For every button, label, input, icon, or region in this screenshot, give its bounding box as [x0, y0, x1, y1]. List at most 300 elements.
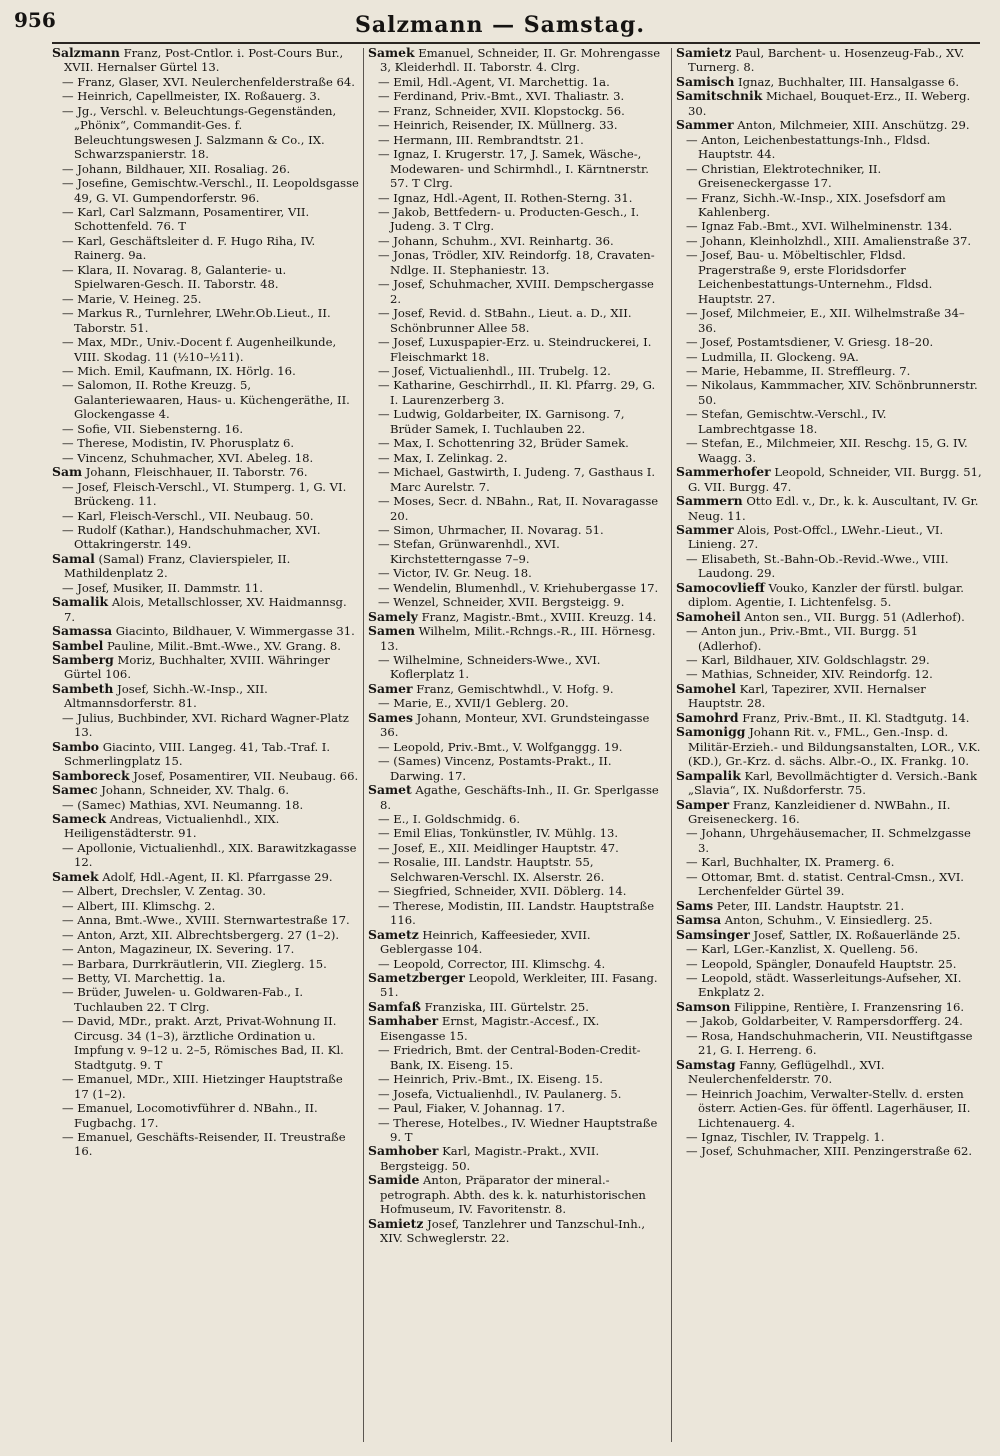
entry-text: — Karl, Geschäftsleiter d. F. Hugo Riha, IV. Rainerg. 9a.	[62, 233, 316, 263]
entry-text: Josef, Sattler, IX. Roßauerlände 25.	[753, 927, 961, 942]
directory-entry	[368, 1144, 666, 1173]
entry-surname: Samocovlieff	[676, 579, 765, 595]
directory-entry	[52, 465, 360, 479]
entry-text: — Marie, V. Heineg. 25.	[62, 291, 202, 306]
directory-entry	[676, 581, 982, 610]
entry-surname: Samstag	[676, 1056, 736, 1072]
directory-entry	[52, 711, 360, 740]
directory-entry	[676, 711, 982, 725]
entry-text: Johann Rit. v., FML., Gen.-Insp. d. Militär-Erzieh.- und Bildungsanstalten, LOR., V.K. (KD.), Gr.-Krz. d. sächs. Albr.-O., IX. Frankg. 10.	[688, 725, 981, 769]
directory-entry	[52, 176, 360, 205]
entry-surname: Samoheil	[676, 608, 741, 624]
entry-text: — Josefa, Victualienhdl., IV. Paulanerg. 5.	[378, 1086, 622, 1101]
directory-entry	[676, 855, 982, 869]
entry-text: — Albert, Drechsler, V. Zentag. 30.	[62, 884, 266, 899]
page-title: Salzmann — Samstag.	[354, 12, 646, 38]
entry-surname: Samal	[52, 550, 95, 566]
entry-text: — Josef, Revid. d. StBahn., Lieut. a. D., XII. Schönbrunner Allee 58.	[378, 306, 632, 335]
directory-entry	[368, 957, 666, 971]
directory-entry	[676, 89, 982, 118]
directory-entry	[676, 133, 982, 162]
directory-entry	[676, 378, 982, 407]
directory-entry	[368, 928, 666, 957]
directory-entry	[368, 277, 666, 306]
directory-entry	[52, 422, 360, 436]
column-2	[368, 46, 666, 1446]
directory-entry	[52, 75, 360, 89]
directory-entry	[676, 1087, 982, 1130]
entry-text: — Markus R., Turnlehrer, LWehr.Ob.Lieut., II. Taborstr. 51.	[62, 306, 331, 335]
entry-text: Johann, Fleischhauer, II. Taborstr. 76.	[85, 465, 308, 480]
entry-text: — Anton, Magazineur, IX. Severing. 17.	[62, 942, 295, 957]
directory-entry	[52, 870, 360, 884]
entry-text: Johann, Schneider, XV. Thalg. 6.	[101, 783, 290, 798]
entry-surname: Sambo	[52, 738, 100, 754]
entry-text: Franz, Kanzleidiener d. NWBahn., II. Greiseneckerg. 16.	[688, 797, 951, 827]
directory-entry	[52, 292, 360, 306]
entry-text: — Josef, Fleisch-Verschl., VI. Stumperg. 1, G. VI. Brückeng. 11.	[62, 479, 347, 509]
entry-text: — Jonas, Trödler, XIV. Reindorfg. 18, Cravaten-Ndlge. II. Stephaniestr. 13.	[378, 248, 655, 277]
directory-entry	[368, 436, 666, 450]
entry-text: — Michael, Gastwirth, I. Judeng. 7, Gasthaus I. Marc Aurelstr. 7.	[378, 465, 656, 494]
directory-entry	[368, 841, 666, 855]
entry-surname: Samfaß	[368, 998, 421, 1014]
directory-entry	[52, 1072, 360, 1101]
entry-text: Filippine, Rentière, I. Franzensring 16.	[734, 999, 965, 1014]
entry-text: Anton, Präparator der mineral.-petrograph. Abth. des k. k. naturhistorischen Hofmuseum, IV. Favoritenstr. 8.	[380, 1173, 646, 1217]
directory-entry	[368, 1043, 666, 1072]
entry-text: Johann, Monteur, XVI. Grundsteingasse 36.	[380, 710, 650, 740]
entry-text: — Heinrich, Priv.-Bmt., IX. Eiseng. 15.	[378, 1072, 603, 1087]
entry-text: Emanuel, Schneider, II. Gr. Mohrengasse 3, Kleiderhdl. II. Taborstr. 4. Clrg.	[380, 46, 661, 75]
directory-entry	[368, 812, 666, 826]
directory-entry	[368, 1014, 666, 1043]
entry-surname: Samer	[368, 680, 413, 696]
directory-entry	[676, 494, 982, 523]
directory-entry	[676, 682, 982, 711]
directory-entry	[368, 523, 666, 537]
entry-text: — Stefan, Grünwarenhdl., XVI. Kirchstetterngasse 7–9.	[378, 537, 560, 566]
directory-entry	[368, 783, 666, 812]
entry-surname: Sampalik	[676, 767, 741, 783]
directory-entry	[52, 841, 360, 870]
entry-text: — Wendelin, Blumenhdl., V. Kriehubergasse 17.	[378, 580, 659, 595]
directory-entry	[52, 783, 360, 797]
entry-text: — Josef, Schuhmacher, XVIII. Dempschergasse 2.	[378, 277, 654, 306]
entry-text: — Vincenz, Schuhmacher, XVI. Abeleg. 18.	[62, 450, 314, 465]
directory-entry	[368, 537, 666, 566]
entry-text: — Leopold, städt. Wasserleitungs-Aufseher, XI. Enkplatz 2.	[686, 971, 962, 1000]
directory-entry	[52, 451, 360, 465]
directory-entry	[52, 899, 360, 913]
entry-text: — Franz, Glaser, XVI. Neulerchenfelderstraße 64.	[62, 74, 355, 89]
directory-entry	[676, 899, 982, 913]
directory-entry	[368, 191, 666, 205]
directory-entry	[368, 610, 666, 624]
entry-text: Vouko, Kanzler der fürstl. bulgar. diplom. Agentie, I. Lichtenfelsg. 5.	[688, 580, 964, 610]
entry-text: Leopold, Werkleiter, III. Fasang. 51.	[380, 971, 658, 1000]
entry-text: — Julius, Buchbinder, XVI. Richard Wagner-Platz 13.	[62, 710, 349, 740]
entry-text: Karl, Bevollmächtigter d. Versich.-Bank „Slavia“, IX. Nußdorferstr. 75.	[688, 768, 978, 798]
entry-text: — Max, I. Zelinkag. 2.	[378, 450, 508, 465]
directory-entry	[52, 480, 360, 509]
directory-entry	[676, 306, 982, 335]
directory-entry	[52, 378, 360, 421]
column-divider	[671, 48, 672, 1442]
directory-entry	[368, 653, 666, 682]
entry-surname: Salzmann	[52, 46, 120, 60]
directory-entry	[368, 378, 666, 407]
directory-entry	[368, 1116, 666, 1145]
entry-surname: Samohrd	[676, 709, 739, 725]
directory-entry	[368, 740, 666, 754]
directory-entry	[368, 248, 666, 277]
page-number: 956	[14, 8, 56, 32]
entry-text: — Josef, Bau- u. Möbeltischler, Fldsd. Pragerstraße 9, erste Floridsdorfer Leichenbestattungs-Unternehm., Fldsd. Hauptstr. 27.	[686, 248, 933, 306]
entry-text: Adolf, Hdl.-Agent, II. Kl. Pfarrgasse 29.	[102, 869, 333, 884]
column-divider	[363, 48, 364, 1442]
entry-text: Josef, Sichh.-W.-Insp., XII. Altmannsdorferstr. 81.	[64, 681, 268, 711]
entry-text: — Leopold, Spängler, Donaufeld Hauptstr. 25.	[686, 956, 957, 971]
directory-entry	[676, 118, 982, 132]
entry-text: Josef, Posamentirer, VII. Neubaug. 66.	[133, 768, 359, 783]
entry-text: (Samal) Franz, Clavierspieler, II. Mathildenplatz 2.	[64, 551, 291, 581]
directory-entry	[52, 740, 360, 769]
entry-text: Otto Edl. v., Dr., k. k. Auscultant, IV. Gr. Neug. 11.	[688, 494, 979, 523]
entry-text: — Emanuel, MDr., XIII. Hietzinger Hauptstraße 17 (1–2).	[62, 1072, 343, 1101]
entry-surname: Sammerhofer	[676, 464, 771, 480]
directory-entry	[52, 46, 360, 75]
entry-text: Alois, Metallschlosser, XV. Haidmannsg. 7.	[64, 595, 347, 624]
entry-text: — Ferdinand, Priv.-Bmt., XVI. Thaliastr. 3.	[378, 89, 625, 104]
entry-text: — Hermann, III. Rembrandtstr. 21.	[378, 132, 584, 147]
entry-surname: Samide	[368, 1172, 420, 1188]
entry-surname: Sames	[368, 709, 413, 725]
directory-entry	[368, 1217, 666, 1246]
directory-entry	[52, 971, 360, 985]
directory-entry	[52, 1130, 360, 1159]
directory-entry	[368, 899, 666, 928]
directory-entry	[52, 335, 360, 364]
entry-text: — Stefan, E., Milchmeier, XII. Reschg. 15, G. IV. Waagg. 3.	[686, 436, 968, 465]
entry-text: — Sofie, VII. Siebensterng. 16.	[62, 421, 244, 436]
entry-text: — Josefine, Gemischtw.-Verschl., II. Leopoldsgasse 49, G. VI. Gumpendorferstr. 96.	[62, 176, 359, 205]
directory-entry	[368, 971, 666, 1000]
directory-entry	[676, 75, 982, 89]
entry-surname: Samonigg	[676, 724, 746, 740]
header-rule	[52, 42, 980, 44]
entry-text: Paul, Barchent- u. Hosenzeug-Fab., XV. Turnerg. 8.	[688, 46, 965, 75]
directory-entry	[368, 884, 666, 898]
entry-text: — Josef, Schuhmacher, XIII. Penzingerstraße 62.	[686, 1144, 973, 1159]
directory-entry	[52, 162, 360, 176]
entry-text: — Ignaz, Tischler, IV. Trappelg. 1.	[686, 1129, 885, 1144]
entry-surname: Sammer	[676, 117, 734, 133]
entry-text: Alois, Post-Offcl., LWehr.-Lieut., VI. Linieng. 27.	[688, 522, 944, 552]
directory-entry	[52, 653, 360, 682]
entry-surname: Samietz	[676, 46, 732, 60]
entry-text: — Max, I. Schottenring 32, Brüder Samek.	[378, 436, 629, 451]
entry-text: — Therese, Modistin, IV. Phorusplatz 6.	[62, 436, 295, 451]
directory-entry	[52, 985, 360, 1014]
directory-entry	[676, 624, 982, 653]
directory-entry	[52, 89, 360, 103]
entry-text: Wilhelm, Milit.-Rchngs.-R., III. Hörnesg. 13.	[380, 624, 656, 653]
entry-text: — Klara, II. Novarag. 8, Galanterie- u. Spielwaren-Gesch. II. Taborstr. 48.	[62, 262, 287, 292]
entry-text: — Betty, VI. Marchettig. 1a.	[62, 971, 226, 985]
directory-entry	[368, 1000, 666, 1014]
directory-entry	[368, 75, 666, 89]
entry-text: — (Samec) Mathias, XVI. Neumanng. 18.	[62, 797, 304, 812]
directory-entry	[52, 595, 360, 624]
entry-text: — Anna, Bmt.-Wwe., XVIII. Sternwartestraße 17.	[62, 913, 350, 928]
entry-text: — Paul, Fiaker, V. Johannag. 17.	[378, 1101, 566, 1116]
entry-text: — Rosa, Handschuhmacherin, VII. Neustiftgasse 21, G. I. Herreng. 6.	[686, 1028, 973, 1058]
directory-entry	[676, 552, 982, 581]
entry-text: — Josef, Luxuspapier-Erz. u. Steindruckerei, I. Fleischmarkt 18.	[378, 335, 652, 364]
entry-text: — Karl, Bildhauer, XIV. Goldschlagstr. 29.	[686, 653, 930, 668]
directory-entry	[52, 798, 360, 812]
directory-entry	[368, 89, 666, 103]
directory-entry	[52, 812, 360, 841]
directory-entry	[52, 928, 360, 942]
entry-text: — Ludmilla, II. Glockeng. 9A.	[686, 349, 859, 364]
entry-surname: Sams	[676, 897, 714, 913]
entry-text: — Therese, Modistin, III. Landstr. Hauptstraße 116.	[378, 898, 655, 928]
column-3	[676, 46, 982, 1446]
directory-entry	[368, 234, 666, 248]
entry-text: — Heinrich, Reisender, IX. Müllnerg. 33.	[378, 118, 618, 133]
directory-entry	[368, 581, 666, 595]
entry-text: — Friedrich, Bmt. der Central-Boden-Credit-Bank, IX. Eiseng. 15.	[378, 1043, 641, 1072]
directory-entry	[368, 364, 666, 378]
directory-entry	[368, 1101, 666, 1115]
entry-text: — Karl, Fleisch-Verschl., VII. Neubaug. 50.	[62, 508, 314, 523]
directory-entry	[676, 1144, 982, 1158]
entry-text: — Nikolaus, Kammmacher, XIV. Schönbrunnerstr. 50.	[686, 378, 978, 407]
entry-text: Leopold, Schneider, VII. Burgg. 51, G. VII. Burgg. 47.	[688, 465, 982, 494]
entry-text: — Max, MDr., Univ.-Docent f. Augenheilkunde, VIII. Skodag. 11 (½10–½11).	[62, 335, 337, 364]
directory-entry	[676, 798, 982, 827]
directory-entry	[52, 104, 360, 162]
directory-entry	[676, 234, 982, 248]
directory-entry	[676, 523, 982, 552]
directory-entry	[368, 696, 666, 710]
entry-surname: Samberg	[52, 652, 114, 668]
directory-entry	[368, 104, 666, 118]
entry-text: — Johann, Uhrgehäusemacher, II. Schmelzgasse 3.	[686, 826, 971, 855]
directory-entry	[676, 1058, 982, 1087]
directory-entry	[52, 306, 360, 335]
entry-text: — Josef, Postamtsdiener, V. Griesg. 18–20.	[686, 335, 934, 350]
directory-entry	[368, 855, 666, 884]
entry-text: — Ottomar, Bmt. d. statist. Central-Cmsn., XVI. Lerchenfelder Gürtel 39.	[686, 869, 964, 899]
directory-entry	[676, 465, 982, 494]
directory-entry	[676, 46, 982, 75]
directory-entry	[52, 942, 360, 956]
entry-text: — Katharine, Geschirrhdl., II. Kl. Pfarrg. 29, G. I. Laurenzerberg 3.	[378, 378, 656, 407]
entry-text: — Mich. Emil, Kaufmann, IX. Hörlg. 16.	[62, 363, 296, 378]
directory-entry	[52, 364, 360, 378]
directory-entry	[52, 205, 360, 234]
entry-text: — Josef, Victualienhdl., III. Trubelg. 12.	[378, 363, 611, 378]
entry-text: Ernst, Magistr.-Accesf., IX. Eisengasse 15.	[380, 1014, 600, 1043]
entry-text: — Christian, Elektrotechniker, II. Greiseneckergasse 17.	[686, 161, 882, 191]
directory-entry	[676, 1014, 982, 1028]
directory-entry	[676, 826, 982, 855]
directory-entry	[676, 610, 982, 624]
directory-entry	[52, 1014, 360, 1072]
directory-entry	[52, 957, 360, 971]
entry-text: — Jakob, Goldarbeiter, V. Rampersdorfferg. 24.	[686, 1014, 963, 1029]
entry-text: — Marie, E., XVII/1 Geblerg. 20.	[378, 696, 569, 711]
directory-entry	[52, 263, 360, 292]
entry-text: — Wilhelmine, Schneiders-Wwe., XVI. Koflerplatz 1.	[378, 653, 601, 682]
entry-text: — Franz, Sichh.-W.-Insp., XIX. Josefsdorf am Kahlenberg.	[686, 190, 946, 219]
entry-text: Michael, Bouquet-Erz., II. Weberg. 30.	[688, 89, 971, 118]
directory-entry	[368, 451, 666, 465]
entry-surname: Samely	[368, 608, 418, 624]
entry-text: — Simon, Uhrmacher, II. Novarag. 51.	[378, 522, 604, 537]
directory-entry	[52, 523, 360, 552]
entry-text: — Josef, E., XII. Meidlinger Hauptstr. 47.	[378, 840, 619, 855]
entry-text: — Elisabeth, St.-Bahn-Ob.-Revid.-Wwe., VIII. Laudong. 29.	[686, 551, 949, 581]
entry-text: Agathe, Geschäfts-Inh., II. Gr. Sperlgasse 8.	[380, 783, 659, 812]
entry-text: — Franz, Schneider, XVII. Klopstockg. 56.	[378, 103, 625, 118]
entry-text: — Stefan, Gemischtw.-Verschl., IV. Lambrechtgasse 18.	[686, 407, 887, 436]
entry-text: Anton, Milchmeier, XIII. Anschützg. 29.	[737, 118, 970, 133]
entry-surname: Sam	[52, 464, 83, 480]
entry-text: — Heinrich, Capellmeister, IX. Roßauerg. 3.	[62, 89, 321, 104]
directory-entry	[676, 971, 982, 1000]
entry-text: Franz, Magistr.-Bmt., XVIII. Kreuzg. 14.	[421, 609, 657, 624]
directory-entry	[368, 1072, 666, 1086]
entry-text: Giacinto, Bildhauer, V. Wimmergasse 31.	[115, 624, 355, 639]
entry-text: Franz, Gemischtwhdl., V. Hofg. 9.	[416, 681, 614, 696]
directory-entry	[676, 725, 982, 768]
entry-surname: Sammer	[676, 521, 734, 537]
entry-text: — Anton, Arzt, XII. Albrechtsbergerg. 27 (1–2).	[62, 927, 340, 942]
directory-entry	[368, 754, 666, 783]
directory-entry	[676, 335, 982, 349]
entry-text: — Josef, Milchmeier, E., XII. Wilhelmstraße 34–36.	[686, 306, 965, 335]
directory-entry	[368, 306, 666, 335]
entry-text: — (Sames) Vincenz, Postamts-Prakt., II. Darwing. 17.	[378, 754, 612, 783]
entry-surname: Samek	[368, 46, 415, 60]
entry-surname: Samhober	[368, 1143, 439, 1159]
directory-entry	[676, 364, 982, 378]
entry-text: Peter, III. Landstr. Hauptstr. 21.	[716, 898, 905, 913]
entry-surname: Samet	[368, 782, 412, 798]
entry-surname: Samietz	[368, 1215, 424, 1231]
entry-surname: Samson	[676, 998, 731, 1014]
entry-text: — Brüder, Juwelen- u. Goldwaren-Fab., I. Tuchlauben 22. T Clrg.	[62, 985, 304, 1014]
entry-text: — Leopold, Priv.-Bmt., V. Wolfganggg. 19.	[378, 739, 623, 754]
entry-text: — Karl, Carl Salzmann, Posamentirer, VII. Schottenfeld. 76. T	[62, 204, 310, 234]
entry-text: — Heinrich Joachim, Verwalter-Stellv. d. ersten österr. Actien-Ges. für öffentl. Lagerhäuser, II. Lichtenauerg. 4.	[686, 1086, 971, 1130]
entry-text: — Mathias, Schneider, XIV. Reindorfg. 12.	[686, 667, 933, 682]
entry-text: — Salomon, II. Rothe Kreuzg. 5, Galanteriewaaren, Haus- u. Küchengeräthe, II. Glockengasse 4.	[62, 378, 350, 422]
directory-entry	[368, 624, 666, 653]
directory-entry	[52, 639, 360, 653]
entry-surname: Samek	[52, 868, 99, 884]
entry-surname: Samisch	[676, 73, 735, 89]
entry-surname: Samalik	[52, 594, 109, 610]
entry-text: Karl, Tapezirer, XVII. Hernalser Hauptstr. 28.	[688, 681, 926, 711]
entry-text: — Siegfried, Schneider, XVII. Döblerg. 14.	[378, 884, 627, 899]
directory-entry	[368, 682, 666, 696]
entry-text: — Ignaz, Hdl.-Agent, II. Rothen-Sterng. 31.	[378, 190, 633, 205]
directory-entry	[52, 769, 360, 783]
directory-entry	[52, 234, 360, 263]
entry-text: Franz, Priv.-Bmt., II. Kl. Stadtgutg. 14.	[742, 710, 970, 725]
directory-entry	[52, 436, 360, 450]
entry-surname: Sambeth	[52, 680, 114, 696]
entry-surname: Samassa	[52, 623, 113, 639]
entry-text: Franziska, III. Gürtelstr. 25.	[424, 999, 589, 1014]
directory-entry	[676, 1000, 982, 1014]
directory-entry	[676, 653, 982, 667]
entry-text: — Apollonie, Victualienhdl., XIX. Barawitzkagasse 12.	[62, 840, 357, 870]
entry-text: Heinrich, Kaffeesieder, XVII. Geblergasse 104.	[380, 927, 591, 957]
entry-surname: Samboreck	[52, 767, 130, 783]
entry-text: — Ignaz Fab.-Bmt., XVI. Wilhelminenstr. 134.	[686, 219, 953, 234]
directory-entry	[676, 407, 982, 436]
entry-text: — Emanuel, Geschäfts-Reisender, II. Treustraße 16.	[62, 1129, 346, 1159]
entry-text: Giacinto, VIII. Langeg. 41, Tab.-Traf. I. Schmerlingplatz 15.	[64, 739, 331, 769]
directory-entry	[368, 711, 666, 740]
entry-surname: Sambel	[52, 637, 104, 653]
entry-text: — Emanuel, Locomotivführer d. NBahn., II. Fugbachg. 17.	[62, 1101, 318, 1130]
directory-entry	[368, 1087, 666, 1101]
directory-entry	[52, 682, 360, 711]
entry-text: — E., I. Goldschmidg. 6.	[378, 812, 521, 827]
entry-surname: Samsa	[676, 912, 722, 928]
entry-text: — Ignaz, I. Krugerstr. 17, J. Samek, Wäsche-, Modewaren- und Schirmhdl., I. Kärntnerstr. 57. T Clrg.	[378, 147, 649, 191]
entry-surname: Samper	[676, 796, 730, 812]
entry-text: — Marie, Hebamme, II. Streffleurg. 7.	[686, 363, 911, 378]
directory-entry	[52, 884, 360, 898]
directory-entry	[368, 566, 666, 580]
entry-surname: Samsinger	[676, 926, 750, 942]
entry-surname: Sameck	[52, 811, 107, 827]
entry-text: — Rudolf (Kathar.), Handschuhmacher, XVI. Ottakringerstr. 149.	[62, 522, 321, 552]
entry-text: — David, MDr., prakt. Arzt, Privat-Wohnung II. Circusg. 34 (1–3), ärztliche Ordination u. Impfung v. 9–12 u. 2–5, Römisches Bad, II. Kl. Stadtgutg. 9. T	[62, 1014, 344, 1072]
directory-entry	[368, 46, 666, 75]
entry-text: — Johann, Kleinholzhdl., XIII. Amalienstraße 37.	[686, 233, 972, 248]
entry-text: Andreas, Victualienhdl., XIX. Heiligenstädterstr. 91.	[64, 812, 280, 841]
directory-entry	[676, 913, 982, 927]
entry-text: — Karl, Buchhalter, IX. Pramerg. 6.	[686, 855, 895, 870]
entry-text: — Josef, Musiker, II. Dammstr. 11.	[62, 580, 263, 595]
entry-text: — Ludwig, Goldarbeiter, IX. Garnisong. 7, Brüder Samek, I. Tuchlauben 22.	[378, 407, 625, 436]
entry-surname: Samen	[368, 623, 415, 639]
directory-entry	[676, 928, 982, 942]
directory-entry	[676, 942, 982, 956]
entry-text: Anton sen., VII. Burgg. 51 (Adlerhof).	[744, 609, 965, 624]
entry-surname: Samec	[52, 782, 98, 798]
directory-entry	[368, 205, 666, 234]
directory-entry	[676, 436, 982, 465]
directory-entry	[676, 870, 982, 899]
directory-entry	[368, 407, 666, 436]
column-1	[52, 46, 360, 1446]
directory-entry	[52, 1101, 360, 1130]
entry-text: Anton, Schuhm., V. Einsiedlerg. 25.	[724, 913, 933, 928]
directory-entry	[368, 118, 666, 132]
entry-text: Karl, Magistr.-Prakt., XVII. Bergsteigg. 50.	[380, 1144, 600, 1173]
entry-text: — Johann, Bildhauer, XII. Rosaliag. 26.	[62, 161, 291, 176]
